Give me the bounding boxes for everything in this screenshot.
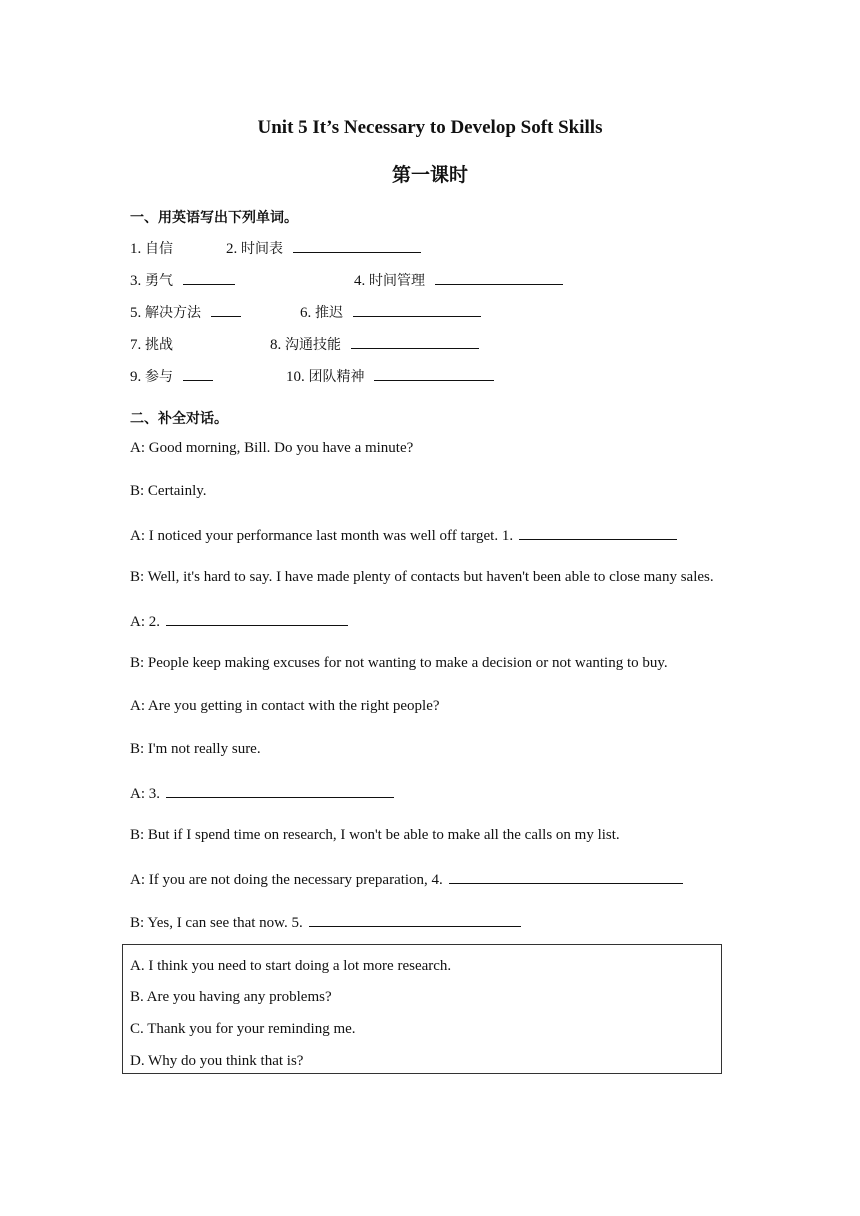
answer-blank[interactable] (211, 303, 241, 317)
option-a: A. I think you need to start doing a lot more research. (130, 958, 452, 974)
answer-blank[interactable] (183, 367, 213, 381)
vocab-item-3: 3. 勇气 (130, 270, 235, 290)
answer-blank[interactable] (293, 239, 421, 253)
vocab-item-8: 8. 沟通技能 (270, 334, 479, 354)
dialogue-line-10: B: But if I spend time on research, I won't be able to make all the calls on my list. (130, 827, 620, 843)
option-b: B. Are you having any problems? (130, 989, 332, 1005)
dialogue-line-9: A: 3. (130, 784, 394, 803)
page-title: Unit 5 It’s Necessary to Develop Soft Skills (257, 117, 603, 138)
lesson-subtitle: 第一课时 (391, 164, 468, 186)
answer-blank[interactable] (353, 303, 481, 317)
dialogue-line-11: A: If you are not doing the necessary preparation, 4. (130, 870, 683, 889)
vocab-item-2: 2. 时间表 (226, 238, 421, 258)
dialogue-line-8: B: I'm not really sure. (130, 741, 261, 757)
dialogue-line-2: B: Certainly. (130, 483, 207, 499)
dialogue-line-3: A: I noticed your performance last month was well off target. 1. (130, 526, 677, 545)
dialogue-line-4: B: Well, it's hard to say. I have made plenty of contacts but haven't been able to close many sales. (130, 569, 714, 585)
answer-blank[interactable] (449, 870, 683, 884)
section2-heading: 二、补全对话。 (130, 411, 228, 427)
answer-blank[interactable] (183, 271, 235, 285)
section1-heading: 一、用英语写出下列单词。 (130, 210, 298, 226)
vocab-item-7: 7. 挑战 (130, 337, 173, 353)
vocab-item-6: 6. 推迟 (300, 302, 481, 322)
option-c: C. Thank you for your reminding me. (130, 1021, 356, 1037)
vocab-item-10: 10. 团队精神 (286, 366, 494, 386)
dialogue-line-1: A: Good morning, Bill. Do you have a minute? (130, 440, 414, 456)
dialogue-line-12: B: Yes, I can see that now. 5. (130, 913, 521, 932)
answer-blank[interactable] (435, 271, 563, 285)
answer-blank[interactable] (166, 784, 394, 798)
vocab-item-5: 5. 解决方法 (130, 302, 241, 322)
option-d: D. Why do you think that is? (130, 1053, 304, 1069)
dialogue-line-5: A: 2. (130, 612, 348, 631)
answer-blank[interactable] (519, 526, 677, 540)
vocab-item-1: 1. 自信 (130, 241, 173, 257)
answer-blank[interactable] (166, 612, 348, 626)
answer-blank[interactable] (351, 335, 479, 349)
answer-blank[interactable] (309, 913, 521, 927)
vocab-item-4: 4. 时间管理 (354, 270, 563, 290)
answer-blank[interactable] (374, 367, 494, 381)
dialogue-line-6: B: People keep making excuses for not wanting to make a decision or not wanting to buy. (130, 655, 668, 671)
dialogue-line-7: A: Are you getting in contact with the right people? (130, 698, 440, 714)
vocab-item-9: 9. 参与 (130, 366, 213, 386)
